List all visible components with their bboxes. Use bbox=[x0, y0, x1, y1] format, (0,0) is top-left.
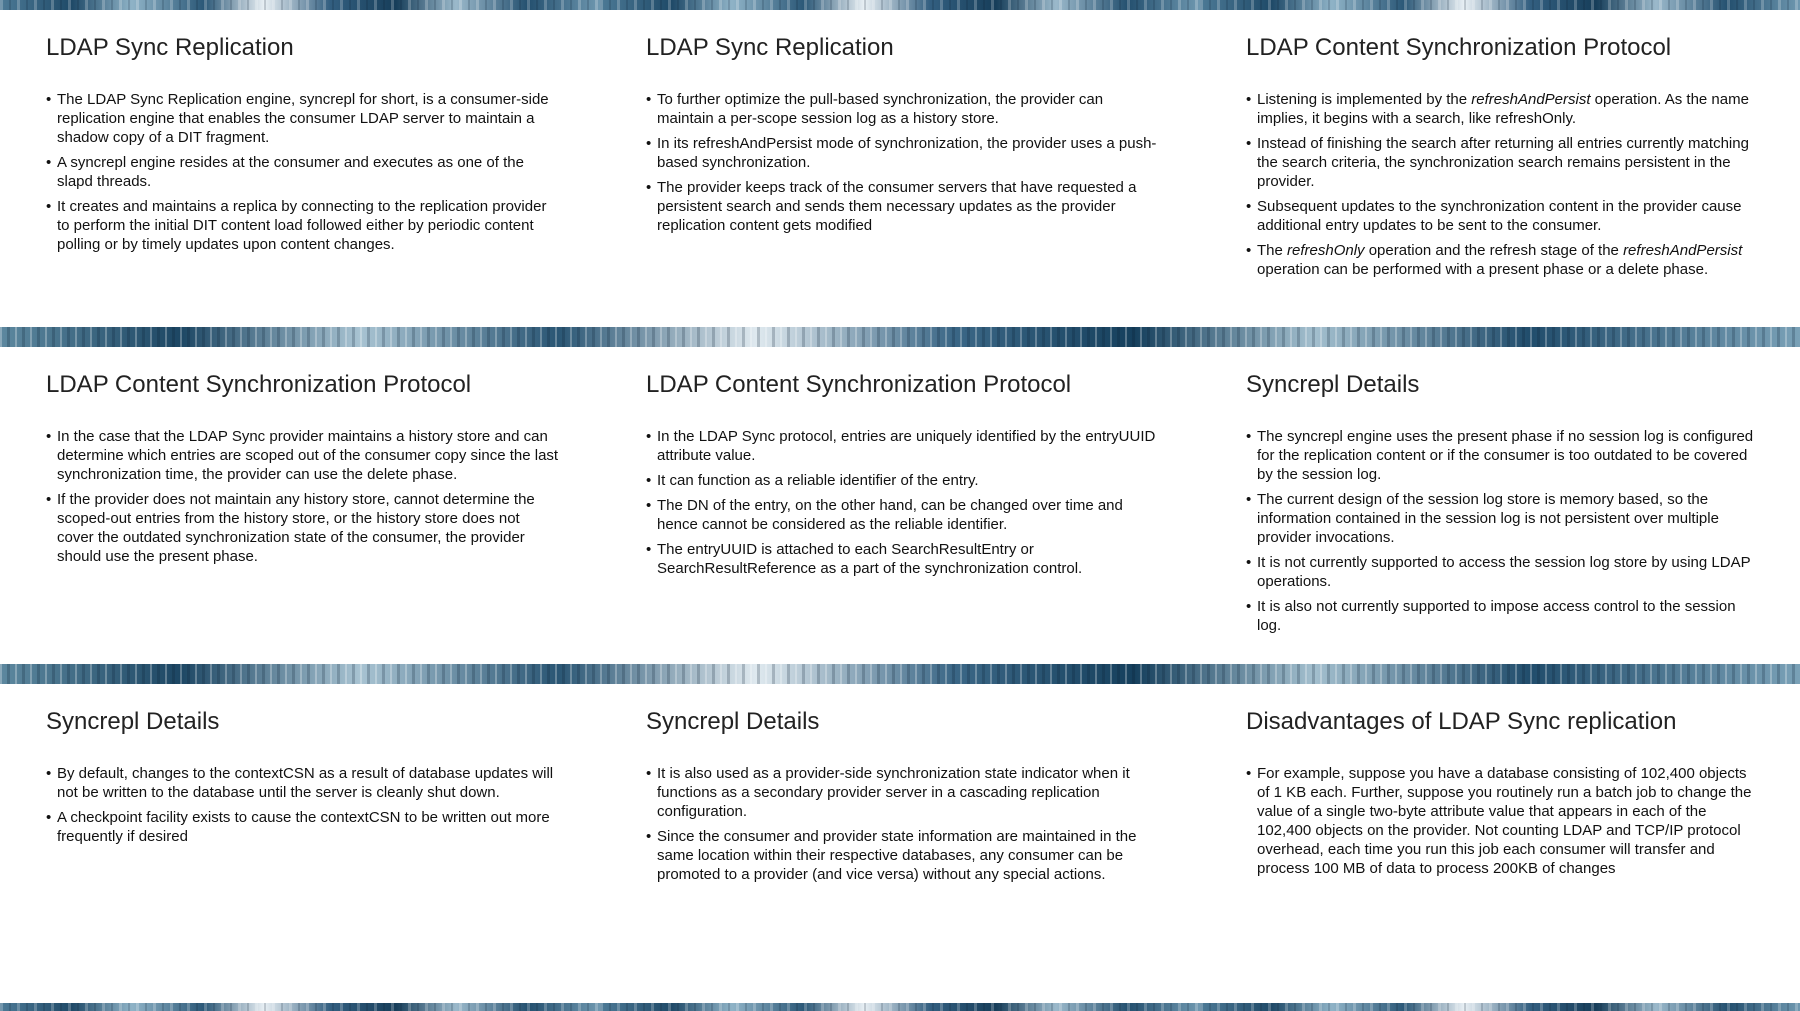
slide-title: Syncrepl Details bbox=[1246, 371, 1420, 398]
bullet-text: operation can be performed with a present phase or a delete phase. bbox=[1257, 261, 1709, 278]
bullet-text: Listening is implemented by the bbox=[1257, 91, 1472, 108]
slide-footer-band bbox=[0, 1003, 600, 1011]
bullet-list bbox=[646, 90, 1160, 241]
slide-header-band bbox=[0, 0, 600, 10]
bullet-item bbox=[1246, 134, 1760, 191]
bullet-item bbox=[646, 134, 1160, 172]
bullet-item bbox=[646, 427, 1160, 465]
bullet-text: In the LDAP Sync protocol, entries are uniquely identified by the entryUUID attribute value. bbox=[657, 428, 1156, 464]
bullet-text: operation and the refresh stage of the bbox=[1364, 242, 1624, 259]
slide-title: Disadvantages of LDAP Sync replication bbox=[1246, 708, 1677, 735]
bullet-text: It creates and maintains a replica by connecting to the replication provider to perform the initial DIT content load followed either by periodic content polling or by timely updates upon content changes. bbox=[57, 198, 547, 253]
bullet-item bbox=[46, 90, 560, 147]
slide-title: LDAP Sync Replication bbox=[646, 34, 894, 61]
bullet-item bbox=[1246, 490, 1760, 547]
bullet-text: Instead of finishing the search after returning all entries currently matching the search criteria, the synchronization search remains persistent in the provider. bbox=[1257, 135, 1749, 190]
slide-6[interactable] bbox=[1200, 337, 1800, 674]
bullet-list bbox=[1246, 764, 1760, 884]
bullet-item bbox=[646, 496, 1160, 534]
bullet-text: In its refreshAndPersist mode of synchronization, the provider uses a push-based synchronization. bbox=[657, 135, 1157, 171]
bullet-text: In the case that the LDAP Sync provider maintains a history store and can determine which entries are scoped out of the consumer copy since the last synchronization time, the provider can use the delete phase. bbox=[57, 428, 559, 483]
slide-title: LDAP Content Synchronization Protocol bbox=[1246, 34, 1672, 61]
italic-term: refreshAndPersist bbox=[1623, 242, 1743, 259]
bullet-item bbox=[46, 764, 560, 802]
bullet-text: The provider keeps track of the consumer servers that have requested a persistent search and sends them necessary updates as the provider replication content gets modified bbox=[657, 179, 1137, 234]
bullet-item bbox=[1246, 90, 1760, 128]
slide-header-band bbox=[1200, 0, 1800, 10]
bullet-list bbox=[46, 764, 560, 852]
bullet-text: Since the consumer and provider state information are maintained in the same location within their respective databases, any consumer can be promoted to a provider (and vice versa) without any special actions. bbox=[657, 828, 1137, 883]
row-divider-band bbox=[0, 327, 1800, 347]
slide-title: LDAP Content Synchronization Protocol bbox=[46, 371, 472, 398]
bullet-text: If the provider does not maintain any history store, cannot determine the scoped-out entries from the history store, or the history store does not cover the outdated synchronization state of the consumer, the provider should use the present phase. bbox=[57, 491, 535, 565]
bullet-item bbox=[46, 197, 560, 254]
bullet-item bbox=[646, 90, 1160, 128]
bullet-text: The DN of the entry, on the other hand, can be changed over time and hence cannot be considered as the reliable identifier. bbox=[657, 497, 1123, 533]
bullet-item bbox=[46, 153, 560, 191]
bullet-item bbox=[646, 827, 1160, 884]
slide-2[interactable] bbox=[600, 0, 1200, 337]
bullet-item bbox=[46, 808, 560, 846]
slide-footer-band bbox=[600, 1003, 1200, 1011]
slide-7[interactable] bbox=[0, 674, 600, 1011]
bullet-text: The entryUUID is attached to each SearchResultEntry or SearchResultReference as a part of the synchronization control. bbox=[657, 541, 1083, 577]
slide-header-band bbox=[600, 0, 1200, 10]
bullet-list bbox=[646, 764, 1160, 890]
slide-8[interactable] bbox=[600, 674, 1200, 1011]
slide-title: Syncrepl Details bbox=[646, 708, 820, 735]
bullet-item bbox=[1246, 597, 1760, 635]
slide-title: LDAP Content Synchronization Protocol bbox=[646, 371, 1072, 398]
bullet-text: It can function as a reliable identifier of the entry. bbox=[657, 472, 979, 489]
bullet-text: By default, changes to the contextCSN as a result of database updates will not be written to the database until the server is cleanly shut down. bbox=[57, 765, 554, 801]
italic-term: refreshOnly bbox=[1287, 242, 1365, 259]
bullet-text: The bbox=[1257, 242, 1288, 259]
bullet-text: The LDAP Sync Replication engine, syncrepl for short, is a consumer-side replication engine that enables the consumer LDAP server to maintain a shadow copy of a DIT fragment. bbox=[57, 91, 549, 146]
slide-1[interactable] bbox=[0, 0, 600, 337]
bullet-item bbox=[646, 540, 1160, 578]
bullet-text: For example, suppose you have a database consisting of 102,400 objects of 1 KB each. Further, suppose you routinely run a batch job to change the value of a single two-byte attribute value that appears in each of the 102,400 objects on the provider. Not counting LDAP and TCP/IP protocol overhead, each time you run this job each consumer will transfer and process 100 MB of data to process 200KB of changes bbox=[1257, 765, 1752, 877]
bullet-list bbox=[1246, 90, 1760, 285]
bullet-text: Subsequent updates to the synchronization content in the provider cause additional entry updates to be sent to the consumer. bbox=[1257, 198, 1742, 234]
bullet-item bbox=[646, 471, 1160, 490]
bullet-text: The current design of the session log store is memory based, so the information contained in the session log is not persistent over multiple provider invocations. bbox=[1257, 491, 1719, 546]
slide-title: LDAP Sync Replication bbox=[46, 34, 294, 61]
bullet-text: It is also used as a provider-side synchronization state indicator when it functions as a secondary provider server in a cascading replication configuration. bbox=[657, 765, 1130, 820]
bullet-text: A syncrepl engine resides at the consumer and executes as one of the slapd threads. bbox=[57, 154, 524, 190]
bullet-item bbox=[646, 178, 1160, 235]
slide-9[interactable] bbox=[1200, 674, 1800, 1011]
bullet-text: It is also not currently supported to impose access control to the session log. bbox=[1257, 598, 1736, 634]
slide-5[interactable] bbox=[600, 337, 1200, 674]
row-divider-band bbox=[0, 664, 1800, 684]
slide-3[interactable] bbox=[1200, 0, 1800, 337]
bullet-text: operation. As the name implies, it begins with a search, like refreshOnly. bbox=[1257, 91, 1749, 127]
bullet-list bbox=[1246, 427, 1760, 641]
bullet-item bbox=[1246, 553, 1760, 591]
bullet-list bbox=[646, 427, 1160, 584]
slide-footer-band bbox=[1200, 1003, 1800, 1011]
bullet-text: A checkpoint facility exists to cause the contextCSN to be written out more frequently if desired bbox=[57, 809, 550, 845]
slide-title: Syncrepl Details bbox=[46, 708, 220, 735]
bullet-text: The syncrepl engine uses the present phase if no session log is configured for the replication content or if the consumer is too outdated to be covered by the session log. bbox=[1257, 428, 1754, 483]
italic-term: refreshAndPersist bbox=[1471, 91, 1591, 108]
slide-4[interactable] bbox=[0, 337, 600, 674]
bullet-item bbox=[1246, 241, 1760, 279]
bullet-item bbox=[1246, 197, 1760, 235]
bullet-text: It is not currently supported to access the session log store by using LDAP operations. bbox=[1257, 554, 1751, 590]
bullet-item bbox=[646, 764, 1160, 821]
bullet-item bbox=[1246, 764, 1760, 878]
bullet-list bbox=[46, 427, 560, 572]
bullet-text: To further optimize the pull-based synchronization, the provider can maintain a per-scope session log as a history store. bbox=[657, 91, 1104, 127]
bullet-item bbox=[46, 490, 560, 566]
bullet-list bbox=[46, 90, 560, 260]
bullet-item bbox=[46, 427, 560, 484]
bullet-item bbox=[1246, 427, 1760, 484]
